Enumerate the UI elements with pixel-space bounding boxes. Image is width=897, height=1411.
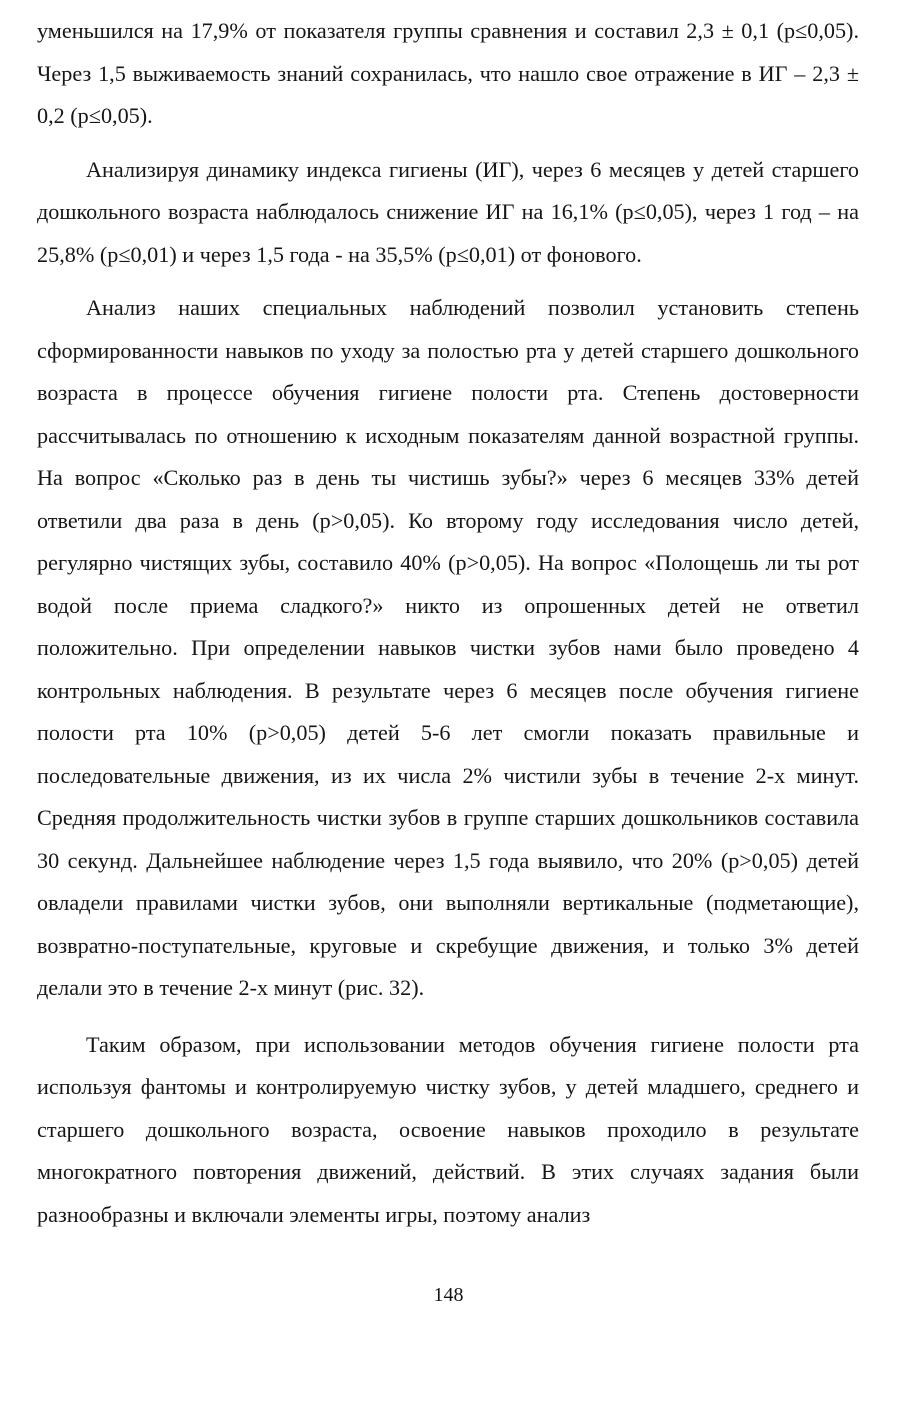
paragraph-conclusion: Таким образом, при использовании методов обучения гигиене полости рта используя фантомы и контролируемую чистку зубов, у детей младшего, среднего и старшего дошкольного возраста, освоение навыков проходило в результате многократного повторения движений, действий. В этих случаях задания были разнообразны и включали элементы игры, поэтому анализ — [37, 1031, 859, 1227]
paragraph-observations: Анализ наших специальных наблюдений позволил установить степень сформированности навыков по уходу за полостью рта у детей старшего дошкольного возраста в процессе обучения гигиене полости рта. Степень достоверности рассчитывалась по отношению к исходным показателям данной возрастной группы. На вопрос «Сколько раз в день ты чистишь зубы?» через 6 месяцев 33% детей ответили два раза в день (p>0,05). Ко второму году исследования число детей, регулярно чистящих зубы, составило 40% (p>0,05). На вопрос «Полощешь ли ты рот водой после приема сладкого?» никто из опрошенных детей не ответил положительно. При определении навыков чистки зубов нами было проведено 4 контрольных наблюдения. В результате через 6 месяцев после обучения гигиене полости рта 10% (p>0,05) детей 5-6 лет смогли показать правильные и последовательные движения, из их числа 2% чистили зубы в течение 2-х минут. Средняя продолжительность чистки зубов в группе старших дошкольников составила 30 секунд. Дальнейшее наблюдение через 1,5 года выявило, что 20% (p>0,05) детей овладели правилами чистки зубов, они выполняли вертикальные (подметающие), возвратно-поступательные, круговые и скребущие движения, и только 3% детей делали это в течение 2-х минут (рис. 32). — [37, 295, 859, 1000]
page-number: 148 — [433, 1284, 464, 1306]
paragraph-hygiene-index: Анализируя динамику индекса гигиены (ИГ), через 6 месяцев у детей старшего дошкольного возраста наблюдалось снижение ИГ на 16,1% (p≤0,05), через 1 год – на 25,8% (p≤0,01) и через 1,5 года - на 35,5% (p≤0,01) от фонового. — [37, 156, 859, 267]
page-body — [37, 10, 859, 1236]
paragraph-continuation: уменьшился на 17,9% от показателя группы сравнения и составил 2,3 ± 0,1 (p≤0,05). Через 1,5 выживаемость знаний сохранилась, что нашло свое отражение в ИГ – 2,3 ± 0,2 (p≤0,05). — [37, 18, 859, 128]
